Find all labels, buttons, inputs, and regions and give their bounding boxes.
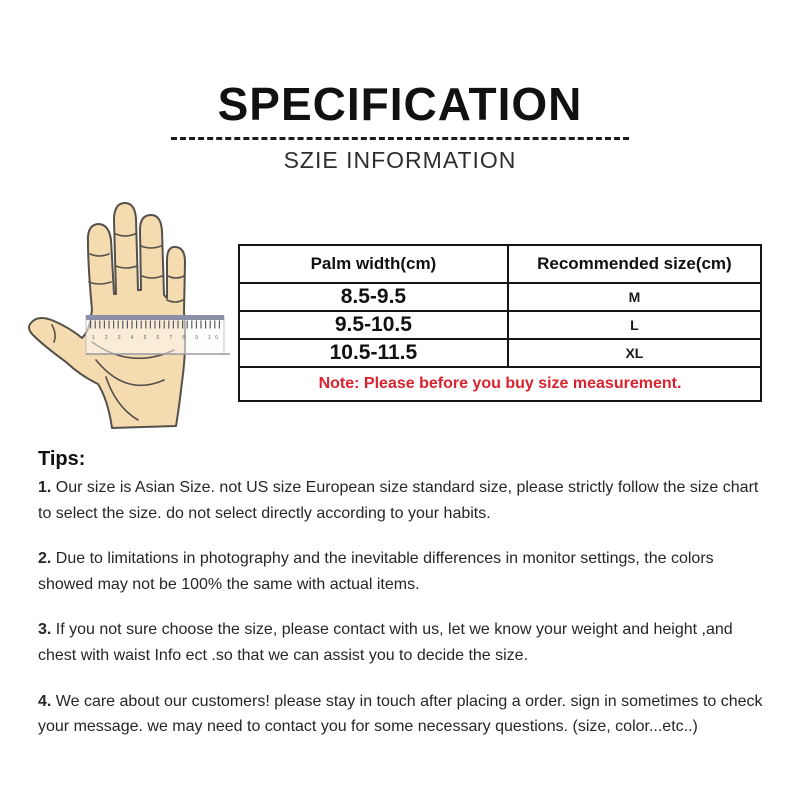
tip-text: We care about our customers! please stay in touch after placing a order. sign in sometimes to check your message. we may need to contact you for some necessary questions. (size, color...etc..): [38, 692, 763, 736]
tip-text: If you not sure choose the size, please contact with us, let we know your weight and height ,and chest with waist Info ect .so that we can assist you to decide the size.: [38, 621, 733, 664]
ruler-numbers: 1 2 3 4 5 6 7 8 9 10: [92, 335, 218, 341]
note-row: [239, 367, 761, 401]
col-header-palm-width: Palm width(cm): [239, 245, 508, 283]
header: [0, 0, 800, 174]
tip-item-1: [38, 475, 768, 526]
size-table: [238, 244, 762, 402]
tip-number: 4.: [38, 692, 52, 710]
ruler-icon: [86, 315, 230, 354]
table-row: [239, 311, 761, 339]
tip-item-4: [38, 689, 768, 740]
table-row: [239, 339, 761, 367]
tips-section: [38, 448, 768, 760]
recommended-size-value: M: [508, 283, 761, 311]
palm-measurement-illustration: [26, 192, 240, 444]
hand-ruler-icon: [26, 192, 240, 444]
table-header-row: [239, 245, 761, 283]
tip-text: Our size is Asian Size. not US size European size standard size, please strictly follow the size chart to select the size. do not select directly according to your habits.: [38, 479, 759, 522]
tip-number: 3.: [38, 621, 52, 639]
tips-heading: Tips:: [38, 448, 86, 470]
palm-width-value: 10.5-11.5: [239, 339, 508, 367]
recommended-size-value: L: [508, 311, 761, 339]
tip-number: 2.: [38, 550, 52, 568]
col-header-recommended-size: Recommended size(cm): [508, 245, 761, 283]
palm-width-value: 9.5-10.5: [239, 311, 508, 339]
size-information-subtitle: SZIE INFORMATION: [283, 147, 517, 174]
size-note: Note: Please before you buy size measurement.: [239, 367, 761, 401]
tip-item-3: [38, 617, 768, 668]
page-title: SPECIFICATION: [217, 78, 583, 130]
recommended-size-value: XL: [508, 339, 761, 367]
tip-number: 1.: [38, 479, 52, 496]
tip-text: Due to limitations in photography and the inevitable differences in monitor settings, the colors showed may not be 100% the same with actual items.: [38, 550, 714, 593]
table-row: [239, 283, 761, 311]
palm-width-value: 8.5-9.5: [239, 283, 508, 311]
dashed-divider: [171, 137, 629, 140]
tip-item-2: [38, 546, 768, 597]
